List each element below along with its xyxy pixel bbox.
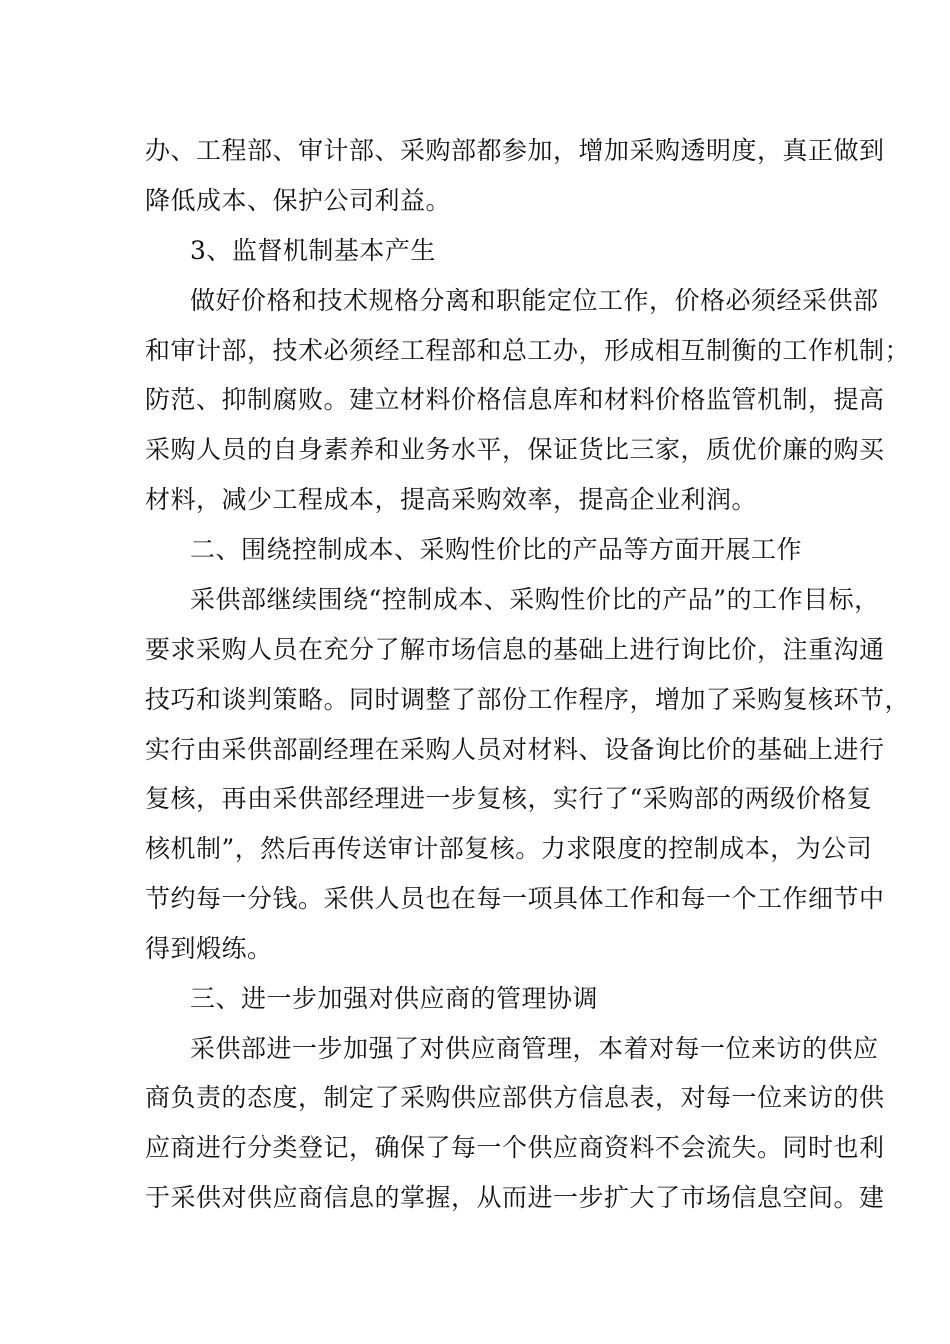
text-line: 办、工程部、审计部、采购部都参加，增加采购透明度，真正做到 bbox=[145, 136, 885, 165]
text-line: 防范、抑制腐败。建立材料价格信息库和材料价格监管机制，提高 bbox=[145, 385, 885, 414]
section-heading: 3、监督机制基本产生 bbox=[190, 236, 436, 265]
text-line: 降低成本、保护公司利益。 bbox=[145, 186, 452, 215]
text-line: 做好价格和技术规格分离和职能定位工作，价格必须经采供部 bbox=[190, 286, 879, 315]
section-heading: 三、进一步加强对供应商的管理协调 bbox=[190, 984, 599, 1013]
text-line: 得到煅练。 bbox=[145, 934, 273, 963]
text-line: 采供部继续围绕“控制成本、采购性价比的产品”的工作目标， bbox=[190, 585, 880, 614]
text-line: 实行由采供部副经理在采购人员对材料、设备询比价的基础上进行 bbox=[145, 735, 885, 764]
text-line: 和审计部，技术必须经工程部和总工办，形成相互制衡的工作机制； bbox=[145, 336, 911, 365]
text-line: 核机制”，然后再传送审计部复核。力求限度的控制成本，为公司 bbox=[145, 834, 873, 863]
text-line: 技巧和谈判策略。同时调整了部份工作程序，增加了采购复核环节， bbox=[145, 685, 911, 714]
section-heading: 二、围绕控制成本、采购性价比的产品等方面开展工作 bbox=[190, 535, 803, 564]
text-line: 节约每一分钱。采供人员也在每一项具体工作和每一个工作细节中 bbox=[145, 884, 885, 913]
text-line: 材料，减少工程成本，提高采购效率，提高企业利润。 bbox=[145, 485, 758, 514]
text-line: 采供部进一步加强了对供应商管理，本着对每一位来访的供应 bbox=[190, 1034, 879, 1063]
text-line: 商负责的态度，制定了采购供应部供方信息表，对每一位来访的供 bbox=[145, 1083, 885, 1112]
text-line: 于采供对供应商信息的掌握，从而进一步扩大了市场信息空间。建 bbox=[145, 1183, 885, 1212]
text-line: 应商进行分类登记，确保了每一个供应商资料不会流失。同时也利 bbox=[145, 1133, 885, 1162]
text-line: 复核，再由采供部经理进一步复核，实行了“采购部的两级价格复 bbox=[145, 784, 873, 813]
text-line: 要求采购人员在充分了解市场信息的基础上进行询比价，注重沟通 bbox=[145, 635, 885, 664]
text-line: 采购人员的自身素养和业务水平，保证货比三家，质优价廉的购买 bbox=[145, 435, 885, 464]
